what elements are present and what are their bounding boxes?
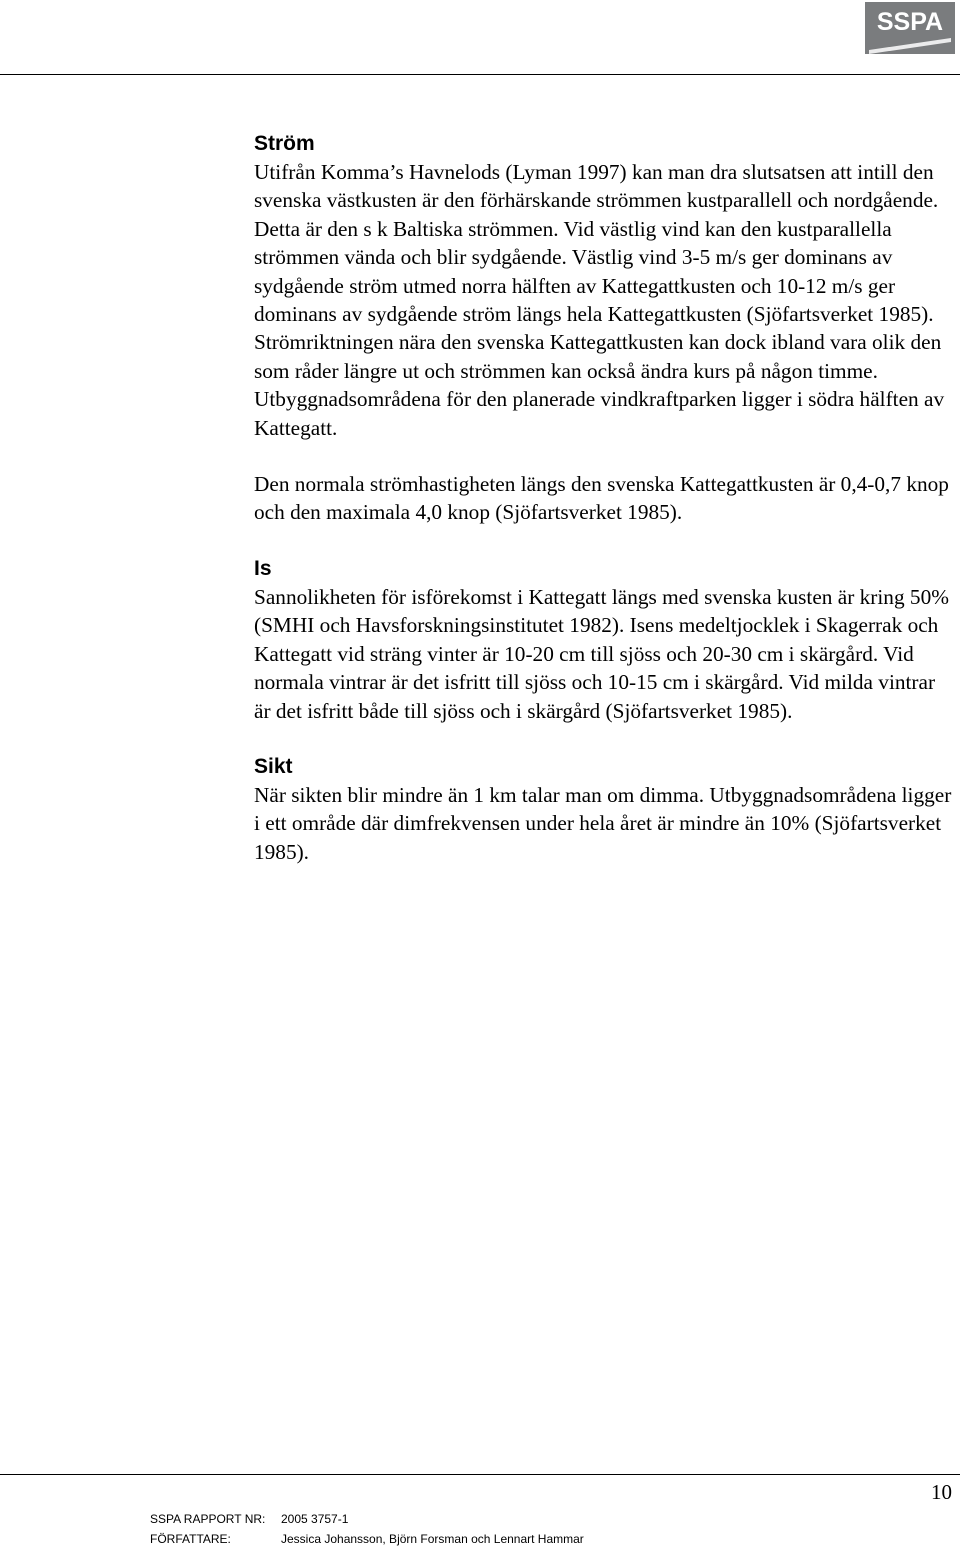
section-heading-sikt: Sikt	[254, 754, 293, 778]
footer-rule	[0, 1474, 960, 1475]
sspa-logo-text: SSPA	[876, 8, 944, 36]
section-heading-strom: Ström	[254, 132, 315, 155]
author-label: FÖRFATTARE:	[150, 1532, 231, 1546]
sspa-logo	[865, 2, 955, 54]
report-number-label: SSPA RAPPORT NR:	[150, 1512, 266, 1526]
document-body	[254, 130, 954, 866]
header-rule	[0, 74, 960, 75]
page-number: 10	[931, 1480, 952, 1504]
report-number-value: 2005 3757-1	[281, 1512, 349, 1526]
paragraph-strom-2: Den normala strömhastigheten längs den svenska Kattegattkusten är 0,4-0,7 knop och den maximala 4,0 knop (Sjöfartsverket 1985).	[254, 472, 949, 525]
author-value: Jessica Johansson, Björn Forsman och Lennart Hammar	[281, 1532, 584, 1546]
paragraph-sikt: När sikten blir mindre än 1 km talar man om dimma. Utbyggnadsområdena ligger i ett område där dimfrekvensen under hela året är mindre än 10% (Sjöfartsverket 1985).	[254, 782, 952, 864]
paragraph-strom-1: Utifrån Komma’s Havnelods (Lyman 1997) kan man dra slutsatsen att intill den svenska västkusten är den förhärskande strömmen kustparallell och nordgående. Detta är den s k Baltiska strömmen. Vid västlig vind kan den kustparallella strömmen vända och blir sydgående. Västlig vind 3-5 m/s ger dominans av sydgående ström utmed norra hälften av Kattegattkusten och 10-12 m/s ger dominans av sydgående ström längs hela Kattegattkusten (Sjöfartsverket 1985). Strömriktningen nära den svenska Kattegattkusten kan dock ibland vara olik den som råder längre ut och strömmen kan också ändra kurs på någon timme. Utbyggnadsområdena för den planerade vindkraftparken ligger i södra hälften av Kattegatt.	[254, 160, 945, 440]
section-heading-is: Is	[254, 556, 272, 580]
paragraph-is: Sannolikheten för isförekomst i Kattegatt längs med svenska kusten är kring 50% (SMHI och Havsforskningsinstitutet 1982). Isens medeltjocklek i Skagerrak och Kattegatt vid sträng vinter är 10-20 cm till sjöss och 20-30 cm i skärgård. Vid normala vintrar är det isfritt till sjöss och 10-15 cm i skärgård. Vid milda vintrar är det isfritt både till sjöss och i skärgård (Sjöfartsverket 1985).	[254, 584, 949, 723]
